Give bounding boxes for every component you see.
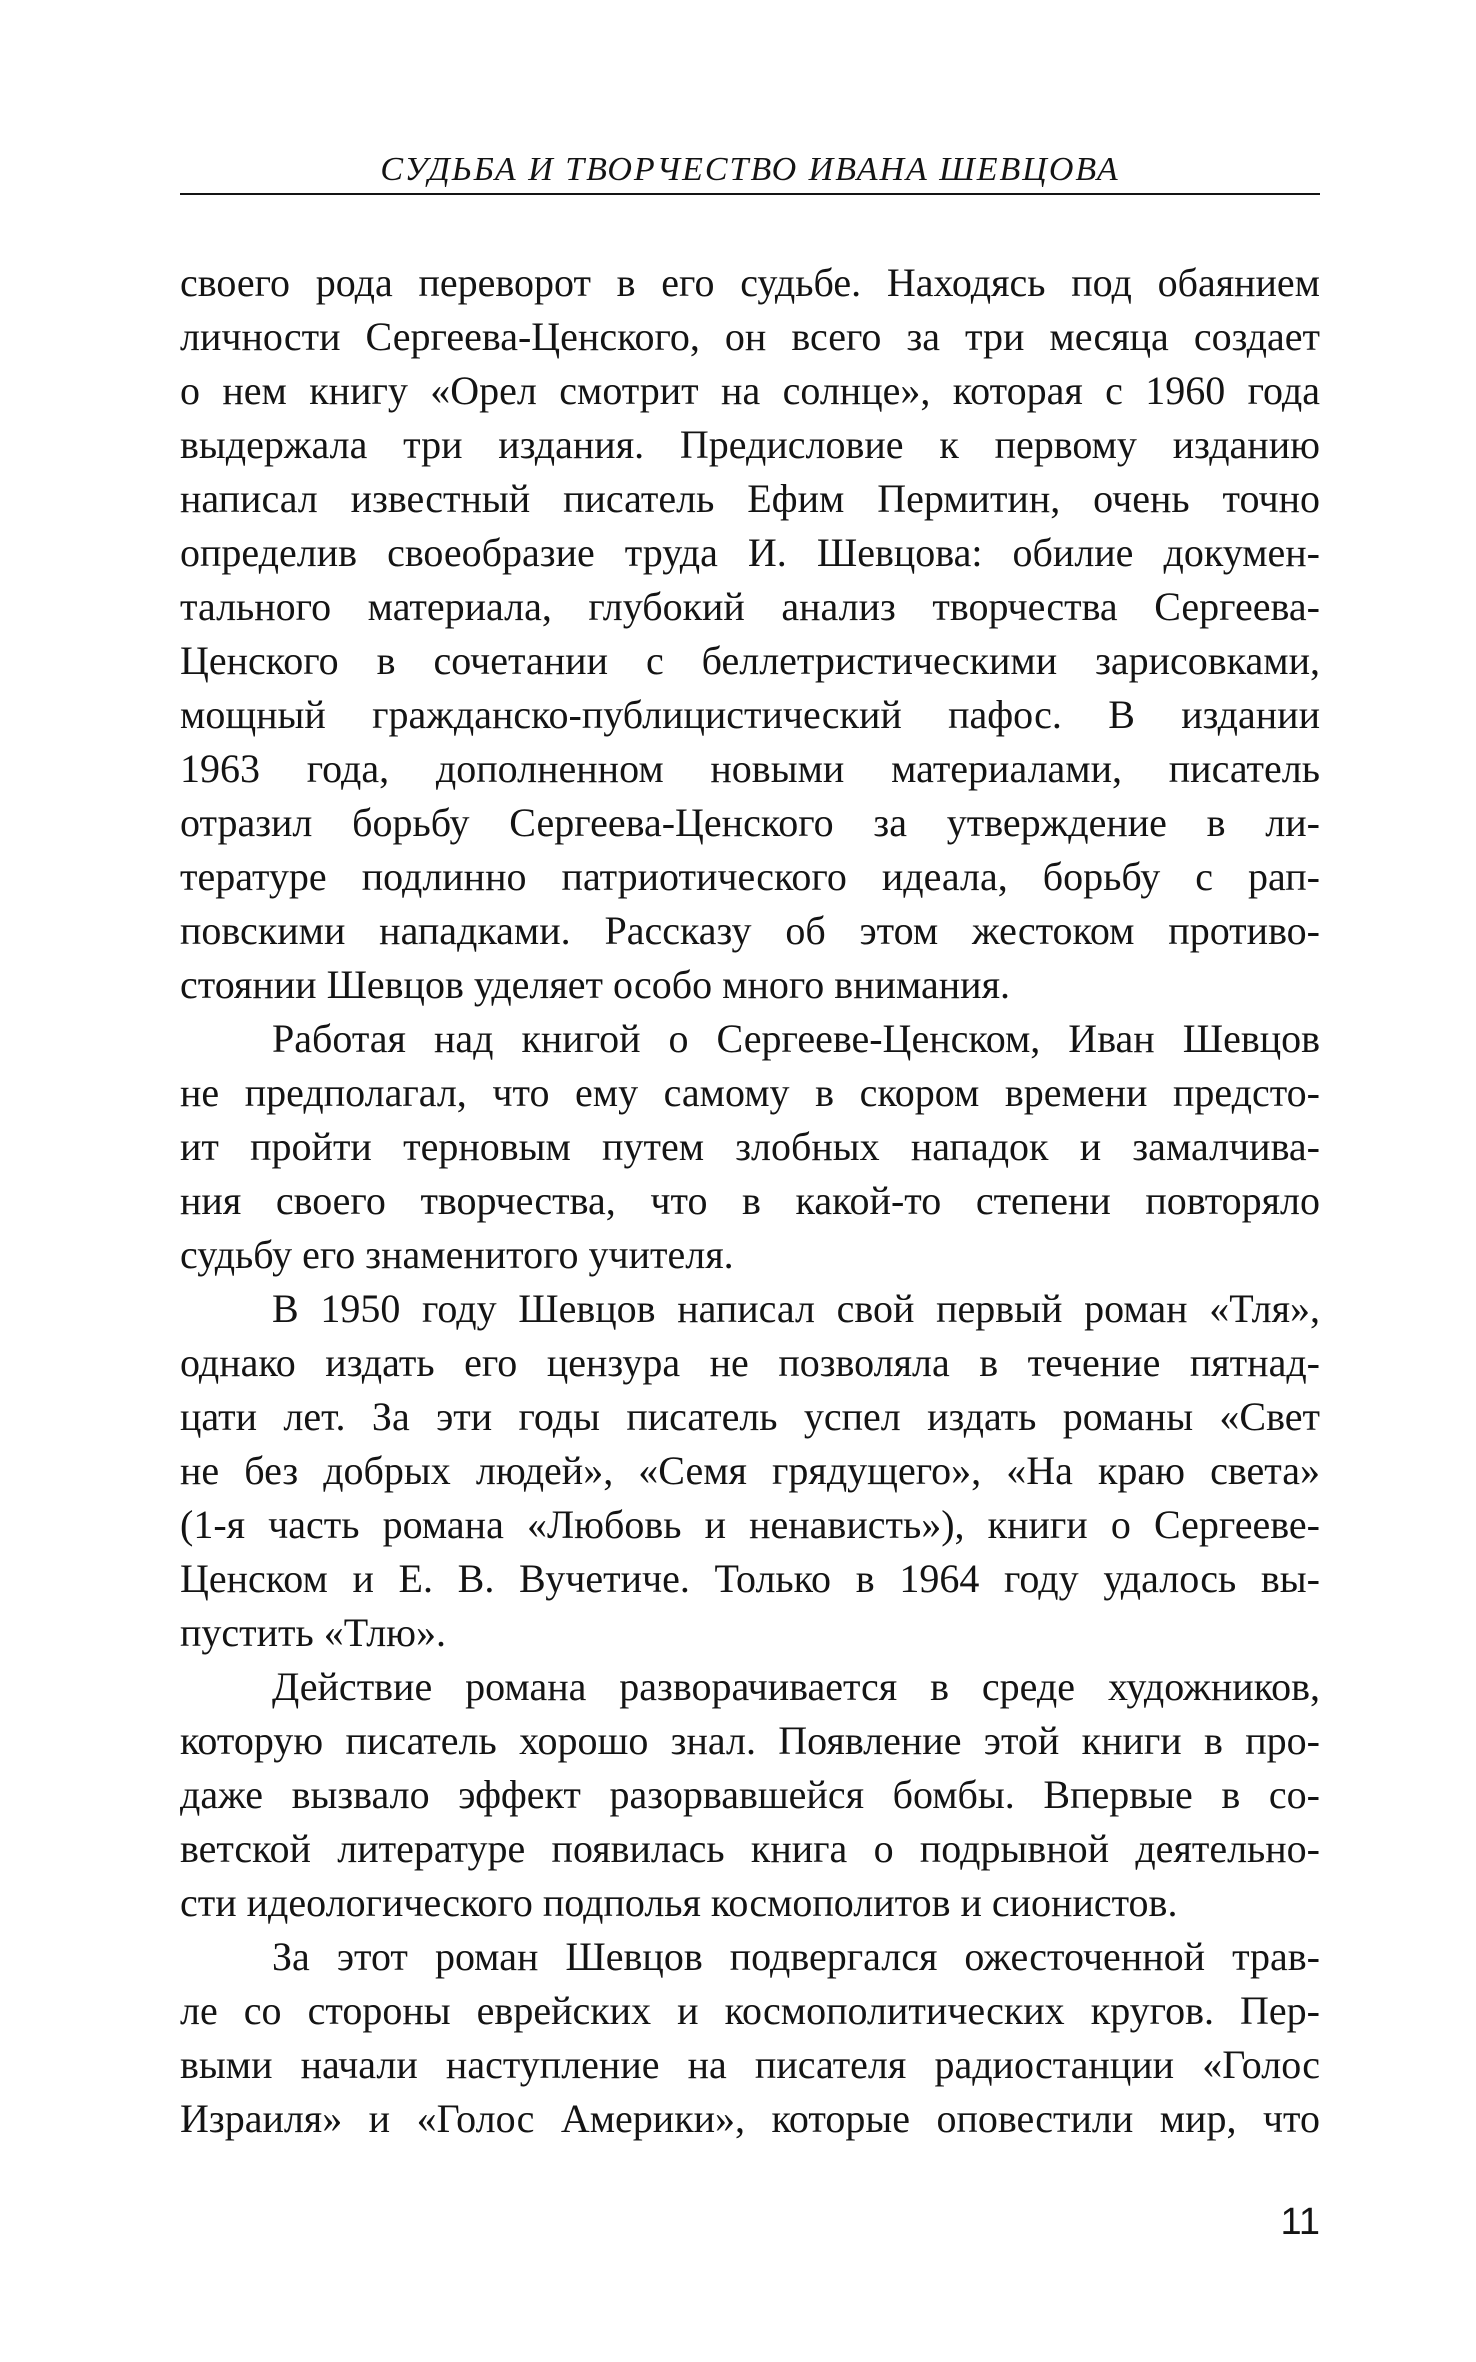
text-line: цати лет. За эти годы писатель успел издать романы «Свет xyxy=(180,1394,1320,1439)
text-line: даже вызвало эффект разорвавшейся бомбы. Впервые в со- xyxy=(180,1772,1320,1817)
text-line: о нем книгу «Орел смотрит на солнце», которая с 1960 года xyxy=(180,368,1320,413)
text-line: тального материала, глубокий анализ творчества Сергеева- xyxy=(180,584,1320,629)
text-line: ветской литературе появилась книга о подрывной деятельно- xyxy=(180,1826,1320,1871)
text-line: не предполагал, что ему самому в скором времени предсто- xyxy=(180,1070,1320,1115)
text-line: определив своеобразие труда И. Шевцова: обилие докумен- xyxy=(180,530,1320,575)
text-line: сти идеологического подполья космополитов и сионистов. xyxy=(180,1880,1178,1925)
text-line: написал известный писатель Ефим Пермитин, очень точно xyxy=(180,476,1320,521)
text-line: своего рода переворот в его судьбе. Находясь под обаянием xyxy=(180,260,1320,305)
text-line: не без добрых людей», «Семя грядущего», «На краю света» xyxy=(180,1448,1320,1493)
paragraph-first-line: В 1950 году Шевцов написал свой первый роман «Тля», xyxy=(272,1286,1320,1331)
running-head: СУДЬБА И ТВОРЧЕСТВО ИВАНА ШЕВЦОВА xyxy=(380,151,1120,188)
text-line: Ценского в сочетании с беллетристическими зарисовками, xyxy=(180,638,1320,683)
body-text xyxy=(180,256,1320,2146)
text-line: ния своего творчества, что в какой-то степени повторяло xyxy=(180,1178,1320,1223)
header-rule xyxy=(180,193,1320,195)
text-line: Израиля» и «Голос Америки», которые оповестили мир, что xyxy=(180,2096,1320,2141)
paragraph-first-line: За этот роман Шевцов подвергался ожесточенной трав- xyxy=(272,1934,1320,1979)
text-line: 1963 года, дополненном новыми материалами, писатель xyxy=(180,746,1320,791)
text-line: повскими нападками. Рассказу об этом жестоком противо- xyxy=(180,908,1320,953)
text-line: отразил борьбу Сергеева-Ценского за утверждение в ли- xyxy=(180,800,1320,845)
text-line: судьбу его знаменитого учителя. xyxy=(180,1232,734,1277)
text-line: мощный гражданско-публицистический пафос. В издании xyxy=(180,692,1320,737)
text-line: стоянии Шевцов уделяет особо много внимания. xyxy=(180,962,1010,1007)
page-number: 11 xyxy=(1280,2201,1320,2243)
text-line: выдержала три издания. Предисловие к первому изданию xyxy=(180,422,1320,467)
text-line: личности Сергеева-Ценского, он всего за три месяца создает xyxy=(180,314,1320,359)
text-line: Ценском и Е. В. Вучетиче. Только в 1964 году удалось вы- xyxy=(180,1556,1320,1601)
text-line: пустить «Тлю». xyxy=(180,1610,447,1655)
text-line: которую писатель хорошо знал. Появление этой книги в про- xyxy=(180,1718,1320,1763)
paragraph-first-line: Действие романа разворачивается в среде художников, xyxy=(272,1664,1320,1709)
text-line: ит пройти терновым путем злобных нападок и замалчива- xyxy=(180,1124,1320,1169)
text-line: ле со стороны еврейских и космополитических кругов. Пер- xyxy=(180,1988,1320,2033)
text-line: выми начали наступление на писателя радиостанции «Голос xyxy=(180,2042,1320,2087)
text-line: однако издать его цензура не позволяла в течение пятнад- xyxy=(180,1340,1320,1385)
paragraph-first-line: Работая над книгой о Сергееве-Ценском, Иван Шевцов xyxy=(272,1016,1320,1061)
text-line: тературе подлинно патриотического идеала, борьбу с рап- xyxy=(180,854,1320,899)
text-line: (1-я часть романа «Любовь и ненависть»), книги о Сергееве- xyxy=(180,1502,1320,1547)
